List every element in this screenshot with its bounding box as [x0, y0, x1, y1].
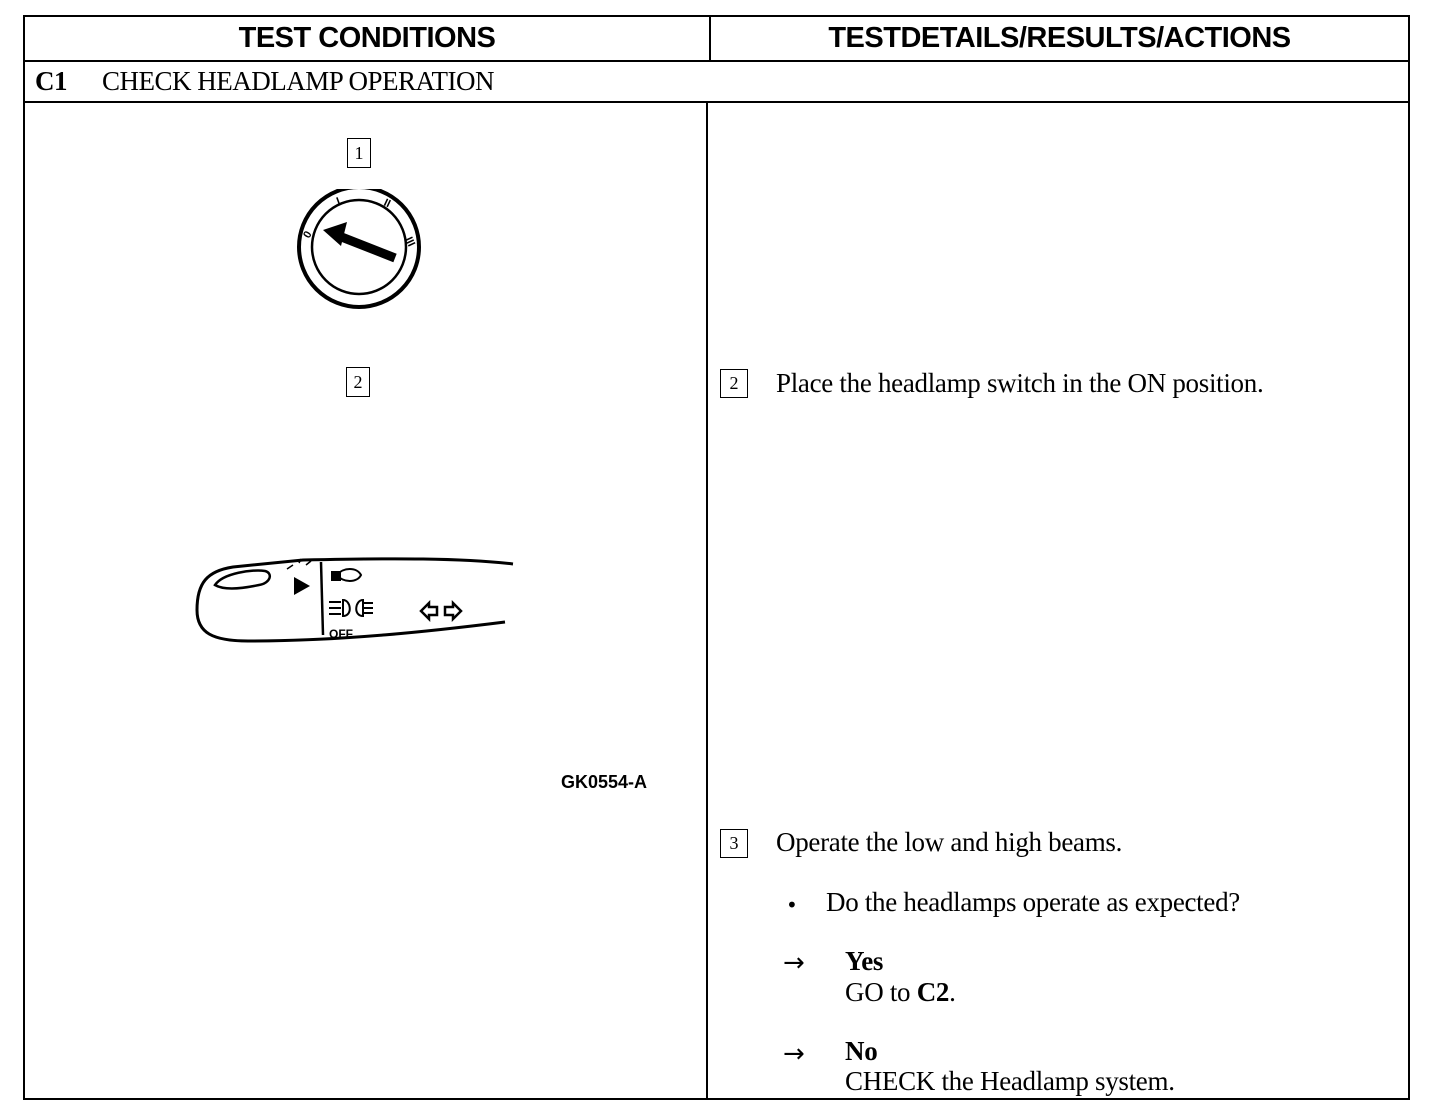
ignition-mark-3: III [402, 235, 418, 249]
headlamp-switch-stalk-illustration [193, 555, 517, 647]
diagnostic-table [23, 15, 1410, 1100]
step-2-text: Place the headlamp switch in the ON position. [776, 368, 1264, 398]
no-label: No [845, 1036, 878, 1066]
ignition-mark-2: II [381, 196, 393, 211]
question-bullet: • [786, 893, 798, 917]
ignition-mark-1: I [334, 195, 342, 208]
no-action: CHECK the Headlamp system. [845, 1066, 1175, 1096]
figure-callout-1: 1 [347, 138, 371, 168]
ignition-switch-illustration [297, 189, 425, 315]
step-title-row [35, 61, 494, 101]
step-title: CHECK HEADLAMP OPERATION [102, 65, 495, 96]
step-3-text: Operate the low and high beams. [776, 827, 1123, 857]
column-divider-body [706, 101, 708, 1098]
step-2-box: 2 [720, 369, 748, 398]
step-divider [25, 101, 1408, 103]
step-3-box: 3 [720, 829, 748, 858]
yes-period: . [949, 977, 956, 1007]
figure-code: GK0554-A [561, 772, 648, 792]
no-arrow-icon: → [783, 1039, 805, 1069]
switch-off-label: OFF [329, 627, 353, 641]
figure-callout-2: 2 [346, 367, 370, 397]
yes-arrow-icon: → [783, 948, 805, 978]
header-test-details: TESTDETAILS/RESULTS/ACTIONS [828, 22, 1291, 54]
yes-action [845, 977, 956, 1008]
ignition-mark-0: 0 [301, 229, 315, 241]
yes-target: C2 [916, 977, 950, 1007]
yes-go-text: GO to [845, 977, 911, 1007]
header-test-conditions: TEST CONDITIONS [238, 22, 496, 54]
step-id: C1 [35, 65, 67, 96]
question-text: Do the headlamps operate as expected? [826, 887, 1240, 917]
yes-label: Yes [845, 946, 884, 976]
